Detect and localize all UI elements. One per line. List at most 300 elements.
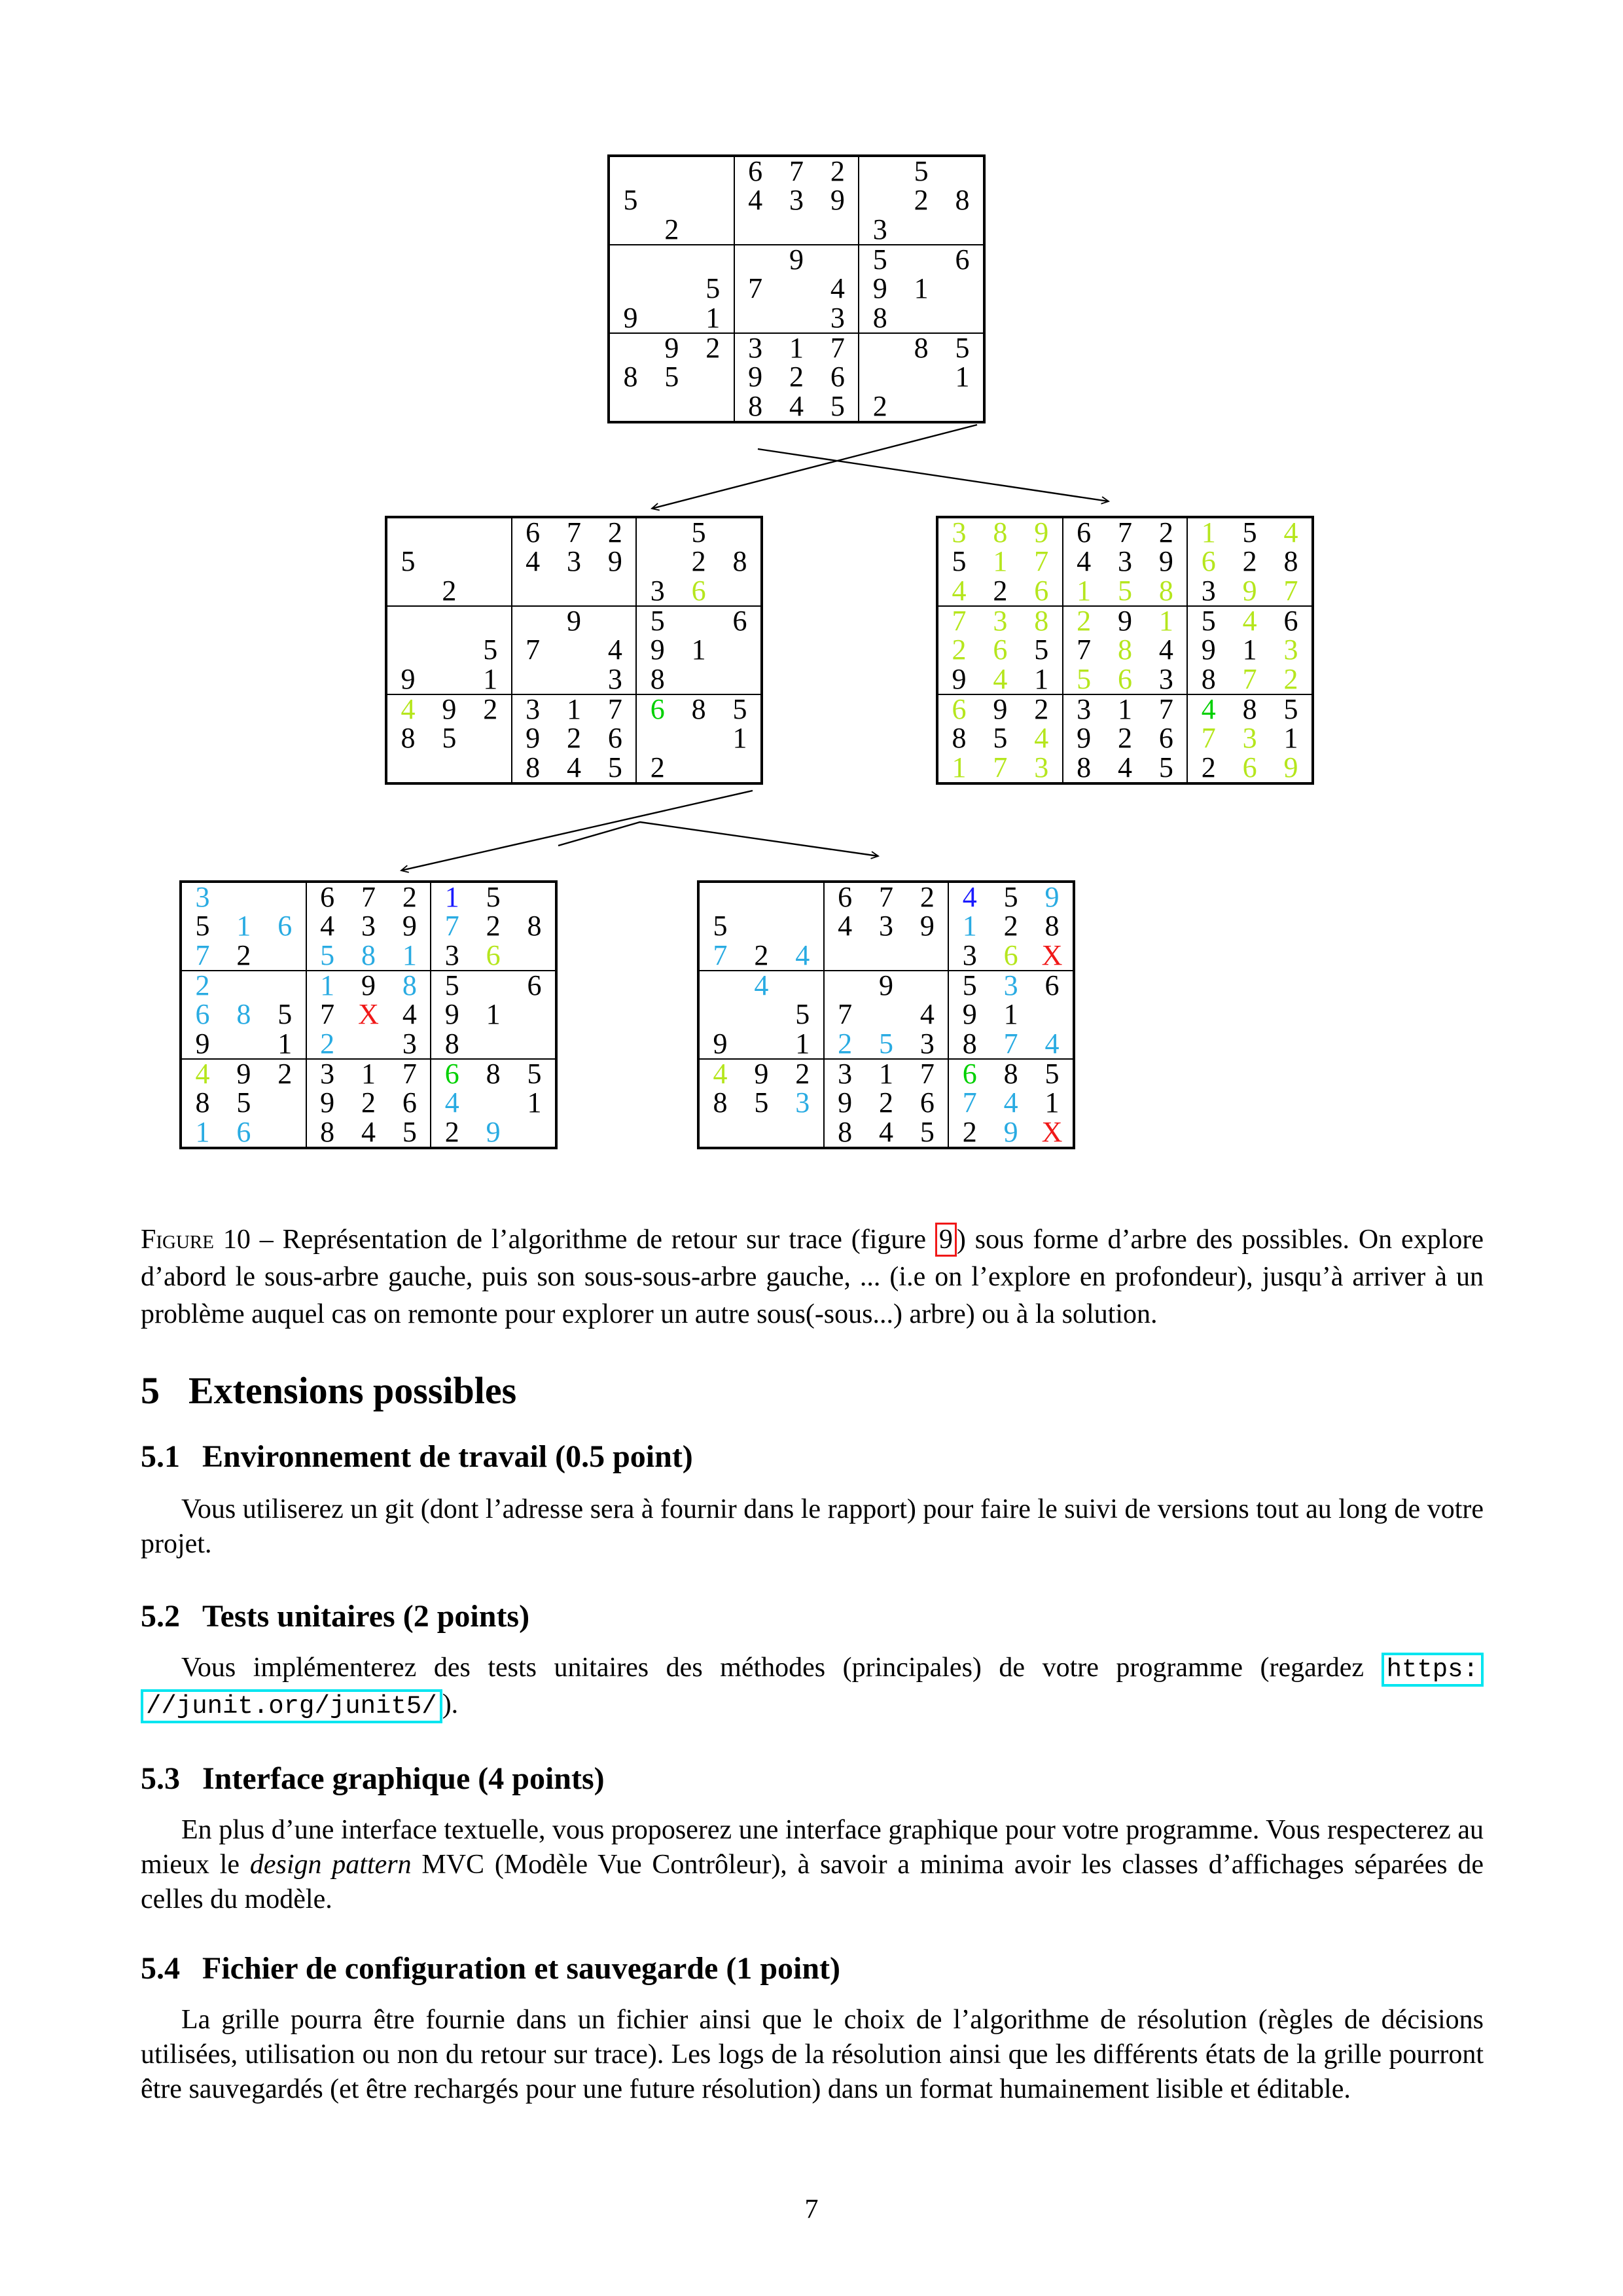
sudoku-cell [741, 941, 782, 970]
sudoku-cell [651, 186, 692, 215]
sudoku-digit: 8 [1158, 574, 1173, 607]
sudoku-digit: 7 [952, 605, 967, 637]
sudoku-grid-bottom-left [179, 880, 558, 1149]
sudoku-cell [735, 274, 776, 303]
sudoku-digit: 9 [713, 1027, 728, 1060]
section-5-4-heading [141, 1950, 840, 1986]
sudoku-cell [610, 392, 651, 421]
sudoku-digit: 5 [444, 969, 459, 1002]
sudoku-cell [431, 1060, 473, 1088]
sudoku-digit: 7 [993, 751, 1008, 783]
sudoku-digit: 5 [795, 998, 810, 1031]
sudoku-digit: 2 [444, 1115, 459, 1148]
section-5-3-title: Interface graphique (4 points) [202, 1761, 605, 1796]
sudoku-cell [610, 157, 651, 186]
sudoku-cell [1105, 574, 1146, 607]
sudoku-digit: 4 [878, 1115, 893, 1148]
sudoku-digit: 2 [1003, 910, 1018, 942]
sudoku-cell [429, 724, 470, 753]
sudoku-digit: 5 [527, 1058, 542, 1090]
sudoku-cell [512, 518, 554, 547]
sudoku-cell [1145, 724, 1186, 753]
sudoku-digit: 5 [919, 1115, 935, 1148]
sudoku-cell [782, 1027, 823, 1060]
sudoku-digit: 5 [483, 634, 498, 666]
sudoku-grid-root [607, 154, 986, 423]
sudoku-digit: 8 [993, 516, 1008, 549]
sudoku-cell [512, 577, 554, 605]
sudoku-box [609, 245, 734, 333]
sudoku-box [431, 971, 556, 1059]
sudoku-digit: 8 [1242, 693, 1257, 726]
sudoku-digit: 5 [442, 722, 457, 755]
sudoku-cell [692, 301, 734, 334]
sudoku-cell [610, 274, 651, 303]
sudoku-cell [938, 662, 980, 695]
sudoku-cell [1270, 753, 1311, 782]
sudoku-cell [906, 941, 948, 970]
sudoku-cell [610, 363, 651, 391]
sudoku-digit: 5 [872, 243, 887, 276]
sudoku-cell [610, 334, 651, 363]
section-5-2-title: Tests unitaires (2 points) [202, 1598, 530, 1634]
sudoku-digit: 8 [713, 1086, 728, 1119]
sudoku-cell [514, 912, 555, 941]
sudoku-digit: 2 [1201, 751, 1216, 783]
sudoku-cell [431, 1115, 473, 1148]
sudoku-grid-left-child [385, 516, 763, 785]
sudoku-digit: 3 [919, 1027, 935, 1060]
figure-9-reference-link[interactable]: 9 [935, 1223, 957, 1257]
sudoku-cell [906, 971, 948, 1000]
sudoku-digit: 3 [1158, 662, 1173, 695]
sudoku-digit: 4 [830, 272, 845, 305]
sudoku-cell [1063, 695, 1105, 724]
sudoku-digit: 8 [526, 751, 541, 783]
sudoku-digit: 7 [566, 516, 581, 549]
sudoku-digit: 9 [789, 243, 804, 276]
sudoku-box [734, 333, 859, 422]
sudoku-digit: 7 [402, 1058, 417, 1090]
section-5-4-title: Fichier de configuration et sauvegarde (1 point) [202, 1950, 841, 1986]
sudoku-digit: 5 [195, 910, 210, 942]
sudoku-digit: 7 [748, 272, 763, 305]
sudoku-digit: 1 [1044, 1086, 1060, 1119]
sudoku-cell [1031, 1027, 1073, 1060]
sudoku-digit: 1 [444, 881, 459, 914]
sudoku-digit: 2 [830, 155, 845, 188]
sudoku-digit: 8 [1077, 751, 1092, 783]
sudoku-cell [901, 334, 942, 363]
sudoku-digit: 2 [195, 969, 210, 1002]
sudoku-cell [429, 665, 470, 694]
sudoku-digit: 9 [664, 332, 679, 365]
sudoku-box [859, 156, 984, 245]
sudoku-digit: 1 [691, 634, 706, 666]
sudoku-digit: 9 [1242, 574, 1257, 607]
sudoku-cell [387, 518, 429, 547]
sudoku-digit: 5 [1117, 574, 1132, 607]
sudoku-cell [692, 274, 734, 303]
sudoku-digit: 3 [838, 1058, 853, 1090]
sudoku-digit: 6 [444, 1058, 459, 1090]
sudoku-cell [348, 1115, 389, 1148]
sudoku-digit: 9 [401, 662, 416, 695]
sudoku-digit: 1 [955, 361, 970, 393]
sudoku-cell [1021, 662, 1062, 695]
sudoku-cell [307, 1115, 348, 1148]
sudoku-digit: 1 [705, 301, 721, 334]
sudoku-digit: 8 [623, 361, 638, 393]
sudoku-cell [990, 1027, 1031, 1060]
sudoku-cell [719, 753, 760, 782]
sudoku-box [948, 1059, 1073, 1147]
sudoku-box [699, 971, 824, 1059]
sudoku-cell [938, 607, 980, 636]
sudoku-cell [223, 1030, 264, 1058]
sudoku-cell [264, 1088, 306, 1117]
sudoku-cell [859, 157, 901, 186]
sudoku-cell [817, 389, 858, 422]
sudoku-cell [1145, 574, 1186, 607]
sudoku-digit: 4 [754, 969, 769, 1002]
sudoku-cell [901, 392, 942, 421]
sudoku-digit: 5 [955, 332, 970, 365]
sudoku-digit: 3 [195, 881, 210, 914]
sudoku-digit: 6 [195, 998, 210, 1031]
sudoku-cell [1188, 518, 1229, 547]
sudoku-digit: 9 [1158, 545, 1173, 578]
sudoku-box [181, 1059, 306, 1147]
sudoku-cell [512, 665, 554, 694]
sudoku-cell [700, 1088, 741, 1117]
sudoku-digit: 1 [527, 1086, 542, 1119]
sudoku-cell [554, 547, 595, 576]
sudoku-box [1063, 606, 1188, 694]
sudoku-cell [594, 607, 635, 636]
sudoku-digit: 9 [1201, 634, 1216, 666]
sudoku-cell [859, 301, 901, 334]
sudoku-box [387, 606, 512, 694]
sudoku-digit: 2 [838, 1027, 853, 1060]
sudoku-digit: 9 [195, 1027, 210, 1060]
sudoku-digit: 1 [795, 1027, 810, 1060]
sudoku-cell [949, 1088, 990, 1117]
sudoku-cell [901, 215, 942, 244]
sudoku-cell [307, 941, 348, 970]
sudoku-cell [1021, 753, 1062, 782]
sudoku-cell [1063, 724, 1105, 753]
junit-url-link-part1[interactable]: https: [1382, 1653, 1484, 1687]
junit-url-link-part2[interactable]: //junit.org/junit5/ [141, 1689, 442, 1723]
sudoku-digit: 8 [527, 910, 542, 942]
sudoku-cell [1270, 547, 1311, 576]
sudoku-cell [470, 724, 511, 753]
sudoku-digit: 2 [872, 389, 887, 422]
sudoku-cell [514, 1000, 555, 1029]
sudoku-cell [901, 274, 942, 303]
sudoku-digit: 6 [955, 243, 970, 276]
sudoku-box [512, 606, 637, 694]
sudoku-cell [182, 941, 223, 970]
sudoku-cell [1105, 547, 1146, 576]
sudoku-cell [782, 883, 823, 912]
section-5-title: Extensions possibles [188, 1369, 517, 1412]
sudoku-box [387, 694, 512, 783]
sudoku-cell [678, 636, 719, 664]
sudoku-cell [387, 607, 429, 636]
sudoku-digit: 9 [1003, 1115, 1018, 1148]
sudoku-digit: 7 [1117, 516, 1132, 549]
sudoku-digit: 3 [830, 301, 845, 334]
sudoku-cell [431, 883, 473, 912]
sudoku-cell [678, 518, 719, 547]
sudoku-cell [429, 695, 470, 724]
sudoku-digit: 2 [878, 1086, 893, 1119]
sudoku-cell [735, 186, 776, 215]
sudoku-digit: 6 [993, 634, 1008, 666]
sudoku-digit: 2 [483, 693, 498, 726]
sudoku-cell [980, 662, 1021, 695]
sudoku-cell [700, 883, 741, 912]
sudoku-digit: 6 [320, 881, 335, 914]
sudoku-cell [264, 941, 306, 970]
sudoku-box [1187, 606, 1312, 694]
sudoku-cell [651, 215, 692, 244]
sudoku-box [181, 971, 306, 1059]
sudoku-cell [182, 1088, 223, 1117]
sudoku-digit: 3 [1117, 545, 1132, 578]
sudoku-cell [1105, 753, 1146, 782]
sudoku-cell [348, 883, 389, 912]
sudoku-cell [637, 724, 678, 753]
sudoku-cell [348, 971, 389, 1000]
sudoku-cell [825, 1115, 866, 1148]
sudoku-cell [348, 1030, 389, 1058]
sudoku-cell [554, 636, 595, 664]
sudoku-cell [776, 245, 817, 274]
sudoku-cell [389, 912, 430, 941]
sudoku-cell [1063, 753, 1105, 782]
sudoku-box [859, 245, 984, 333]
sudoku-cell [692, 392, 734, 421]
sudoku-cell [429, 518, 470, 547]
sudoku-digit: 4 [566, 751, 581, 783]
sudoku-digit: 2 [1117, 722, 1132, 755]
sudoku-cell [348, 912, 389, 941]
sudoku-digit: 2 [952, 634, 967, 666]
sudoku-digit: 1 [402, 939, 417, 971]
sudoku-cell [735, 245, 776, 274]
page-number: 7 [804, 2195, 819, 2225]
sudoku-digit: 8 [955, 184, 970, 217]
sudoku-digit: 6 [952, 693, 967, 726]
sudoku-cell [637, 607, 678, 636]
sudoku-digit: 8 [748, 389, 763, 422]
sudoku-digit: 7 [789, 155, 804, 188]
sudoku-cell [223, 1060, 264, 1088]
sudoku-digit: 3 [361, 910, 376, 942]
figure-caption [141, 1221, 1484, 1333]
sudoku-cell [387, 695, 429, 724]
sudoku-cell [389, 971, 430, 1000]
sudoku-digit: 1 [1158, 605, 1173, 637]
sudoku-digit: 8 [486, 1058, 501, 1090]
sudoku-cell [1270, 518, 1311, 547]
sudoku-digit: 6 [732, 605, 747, 637]
sudoku-digit: 8 [320, 1115, 335, 1148]
design-pattern-italic: design pattern [249, 1850, 412, 1880]
sudoku-digit: 7 [195, 939, 210, 971]
section-5-2-text-after: ). [442, 1689, 459, 1719]
sudoku-cell [387, 724, 429, 753]
sudoku-digit: 9 [607, 545, 622, 578]
sudoku-digit: 2 [664, 213, 679, 245]
sudoku-digit: 4 [1117, 751, 1132, 783]
sudoku-box [512, 518, 637, 606]
sudoku-cell [776, 157, 817, 186]
sudoku-cell [307, 1088, 348, 1117]
sudoku-cell [776, 304, 817, 332]
sudoku-cell [906, 883, 948, 912]
sudoku-digit: 2 [277, 1058, 293, 1090]
sudoku-cell [387, 636, 429, 664]
sudoku-cell [735, 157, 776, 186]
sudoku-box [306, 882, 431, 971]
sudoku-cell [901, 157, 942, 186]
sudoku-digit: 6 [1283, 605, 1298, 637]
sudoku-digit: 3 [1201, 574, 1216, 607]
sudoku-cell [1063, 547, 1105, 576]
sudoku-cell [990, 1088, 1031, 1117]
sudoku-cell [514, 1088, 555, 1117]
sudoku-digit: 5 [1242, 516, 1257, 549]
section-5-1-title: Environnement de travail (0.5 point) [202, 1439, 693, 1474]
sudoku-digit: 2 [993, 574, 1008, 607]
sudoku-digit: 5 [277, 998, 293, 1031]
sudoku-digit: 5 [962, 969, 977, 1002]
sudoku-cell [223, 912, 264, 941]
sudoku-cell [741, 971, 782, 1000]
sudoku-cell [610, 215, 651, 244]
sudoku-cell [1145, 695, 1186, 724]
sudoku-digit: 9 [962, 998, 977, 1031]
sudoku-digit: 3 [789, 184, 804, 217]
sudoku-cell [817, 215, 858, 244]
sudoku-cell [512, 753, 554, 782]
sudoku-box [306, 1059, 431, 1147]
sudoku-grid-right-child [936, 516, 1314, 785]
sudoku-digit: 6 [838, 881, 853, 914]
sudoku-cell [431, 1027, 473, 1060]
sudoku-cell [1105, 724, 1146, 753]
sudoku-cell [1105, 662, 1146, 695]
sudoku-cell [866, 883, 907, 912]
section-5-4-number: 5.4 [141, 1950, 180, 1986]
sudoku-digit: 2 [320, 1027, 335, 1060]
sudoku-cell [906, 1060, 948, 1088]
sudoku-box [948, 882, 1073, 971]
sudoku-cell [700, 1027, 741, 1060]
sudoku-cell [431, 941, 473, 970]
sudoku-digit: 5 [401, 545, 416, 578]
sudoku-cell [1229, 753, 1270, 782]
sudoku-digit: 8 [1283, 545, 1298, 578]
sudoku-cell [473, 1088, 514, 1117]
section-5-number: 5 [141, 1369, 160, 1412]
sudoku-cell [431, 1000, 473, 1029]
sudoku-digit: 2 [607, 516, 622, 549]
sudoku-cell [678, 724, 719, 753]
sudoku-cell [1063, 518, 1105, 547]
sudoku-box [1063, 518, 1188, 606]
sudoku-cell [512, 636, 554, 664]
sudoku-cell [782, 1060, 823, 1088]
sudoku-cell [859, 363, 901, 391]
sudoku-cell [735, 334, 776, 363]
sudoku-digit: 5 [1158, 751, 1173, 783]
sudoku-cell [980, 607, 1021, 636]
sudoku-cell [264, 1060, 306, 1088]
sudoku-cell [741, 1000, 782, 1029]
sudoku-cell [949, 941, 990, 970]
sudoku-digit: 8 [1034, 605, 1049, 637]
sudoku-digit: 4 [1034, 722, 1049, 755]
sudoku-cell [990, 1115, 1031, 1148]
sudoku-cell [610, 301, 651, 334]
sudoku-digit: 1 [1077, 574, 1092, 607]
sudoku-box [699, 1059, 824, 1147]
section-5-2-paragraph [141, 1651, 1484, 1724]
sudoku-cell [429, 574, 470, 607]
sudoku-cell [817, 186, 858, 215]
sudoku-digit: 5 [320, 939, 335, 971]
sudoku-digit: 4 [320, 910, 335, 942]
sudoku-cell [389, 1115, 430, 1148]
sudoku-cell [866, 1115, 907, 1148]
sudoku-cell [514, 1030, 555, 1058]
figure-caption-text-before: Représentation de l’algorithme de retour sur trace (figure [282, 1225, 935, 1255]
sudoku-digit: 2 [442, 574, 457, 607]
sudoku-cell [610, 186, 651, 215]
sudoku-cell [473, 941, 514, 970]
sudoku-digit: 7 [1077, 634, 1092, 666]
sudoku-digit: 8 [691, 693, 706, 726]
sudoku-cell [389, 1088, 430, 1117]
sudoku-digit: 1 [1242, 634, 1257, 666]
sudoku-cell [223, 1000, 264, 1029]
sudoku-cell [866, 1060, 907, 1088]
sudoku-cell [906, 1027, 948, 1060]
sudoku-cell [1188, 607, 1229, 636]
sudoku-digit: 6 [1003, 939, 1018, 971]
sudoku-box [938, 606, 1063, 694]
sudoku-digit: 8 [1044, 910, 1060, 942]
sudoku-digit: 1 [878, 1058, 893, 1090]
sudoku-cell [782, 1118, 823, 1147]
sudoku-cell [651, 363, 692, 391]
sudoku-box [734, 245, 859, 333]
sudoku-cell [182, 912, 223, 941]
sudoku-digit: 3 [1242, 722, 1257, 755]
sudoku-digit: 8 [914, 332, 929, 365]
sudoku-cell [512, 607, 554, 636]
sudoku-cell [776, 363, 817, 391]
sudoku-digit: 8 [952, 722, 967, 755]
sudoku-cell [429, 607, 470, 636]
sudoku-digit: 7 [607, 693, 622, 726]
sudoku-digit: 9 [566, 605, 581, 637]
